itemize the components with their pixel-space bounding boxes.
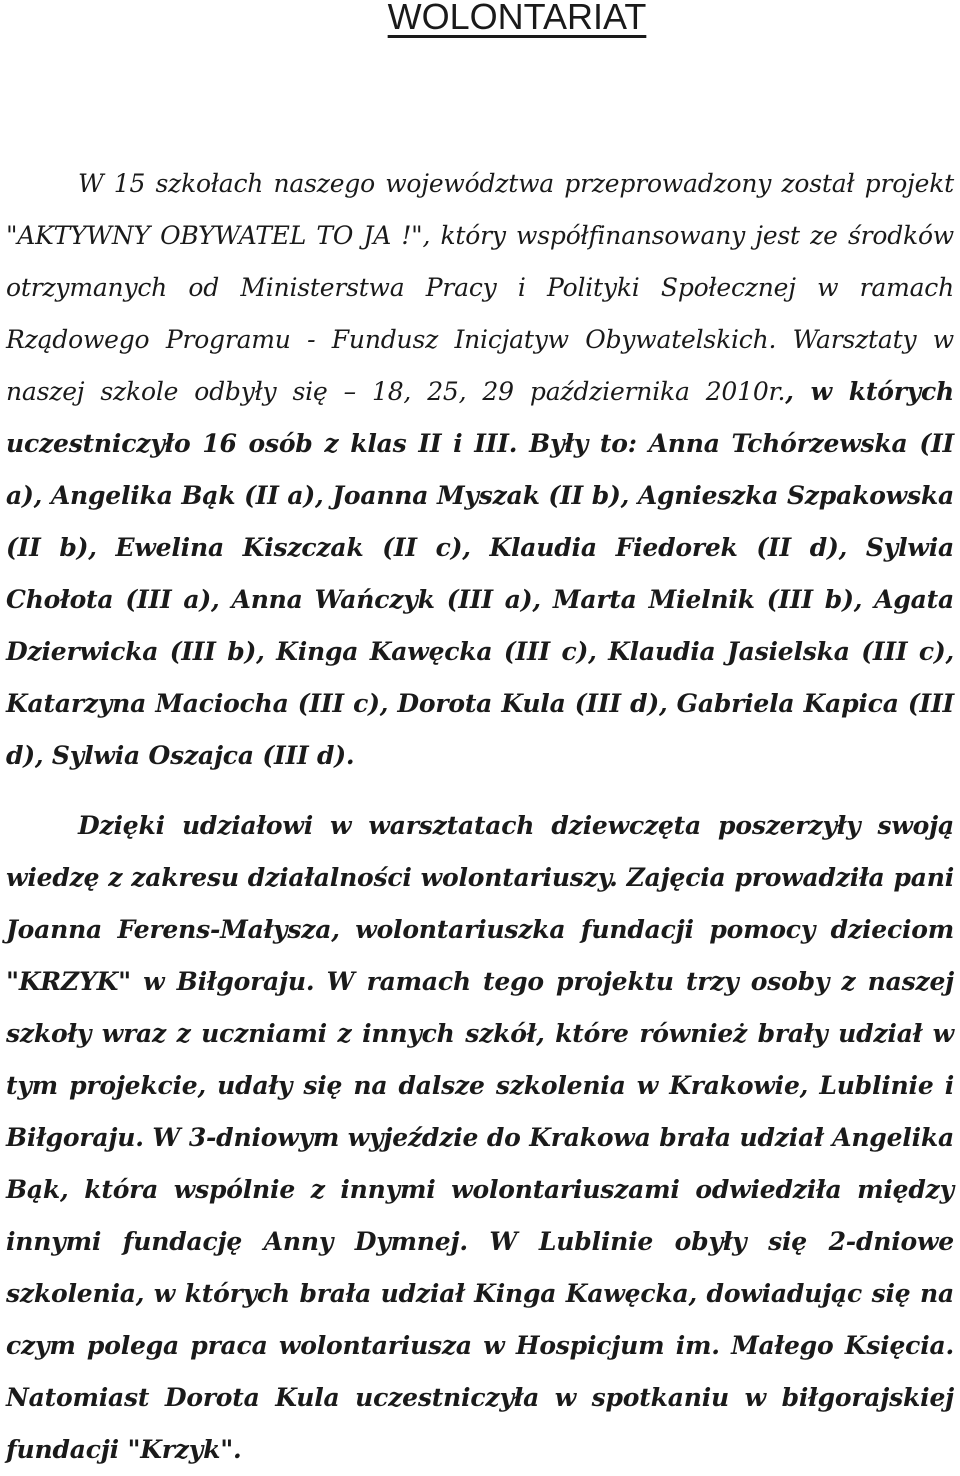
document-title: WOLONTARIAT bbox=[387, 0, 647, 37]
paragraph-intro-participants: , w których uczestniczyło 16 osób z klas II i III. Były to: Anna Tchórzewska (II a), Angelika Bąk (II a), Joanna Myszak (II b), Agnieszka Szpakowska (II b), Ewelina Kiszczak (II c), Klaudia Fiedorek (II d), Sylwia Chołota (III a), Anna Wańczyk (III a), Marta Mielnik (III b), Agata Dzierwicka (III b), Kinga Kawęcka (III c), Klaudia Jasielska (III c), Katarzyna Maciocha (III c), Dorota Kula (III d), Gabriela Kapica (III d), Sylwia Oszajca (III d). bbox=[6, 377, 955, 770]
paragraph-outcomes: Dzięki udziałowi w warsztatach dziewczęta poszerzyły swoją wiedzę z zakresu działalności wolontariuszy. Zajęcia prowadziła pani Joanna Ferens-Małysza, wolontariuszka fundacji pomocy dzieciom "KRZYK" w Biłgoraju. W ramach tego projektu trzy osoby z naszej szkoły wraz z uczniami z innych szkół, które również brały udział w tym projekcie, udały się na dalsze szkolenia w Krakowie, Lublinie i Biłgoraju. W 3-dniowym wyjeździe do Krakowa brała udział Angelika Bąk, która wspólnie z innymi wolontariuszami odwiedziła między innymi fundację Anny Dymnej. W Lublinie obyły się 2-dniowe szkolenia, w których brała udział Kinga Kawęcka, dowiadując się na czym polega praca wolontariusza w Hospicjum im. Małego Księcia. Natomiast Dorota Kula uczestniczyła w spotkaniu w biłgorajskiej fundacji "Krzyk". bbox=[6, 811, 954, 1464]
paragraph-intro bbox=[6, 158, 954, 782]
paragraph-intro-text: W 15 szkołach naszego województwa przeprowadzony został projekt "AKTYWNY OBYWATEL TO JA !", który współfinansowany jest ze środków otrzymanych od Ministerstwa Pracy i Polityki Społecznej w ramach Rządowego Programu - Fundusz Inicjatyw Obywatelskich. Warsztaty w naszej szkole odbyły się – 18, 25, 29 października 2010r. bbox=[6, 169, 954, 406]
